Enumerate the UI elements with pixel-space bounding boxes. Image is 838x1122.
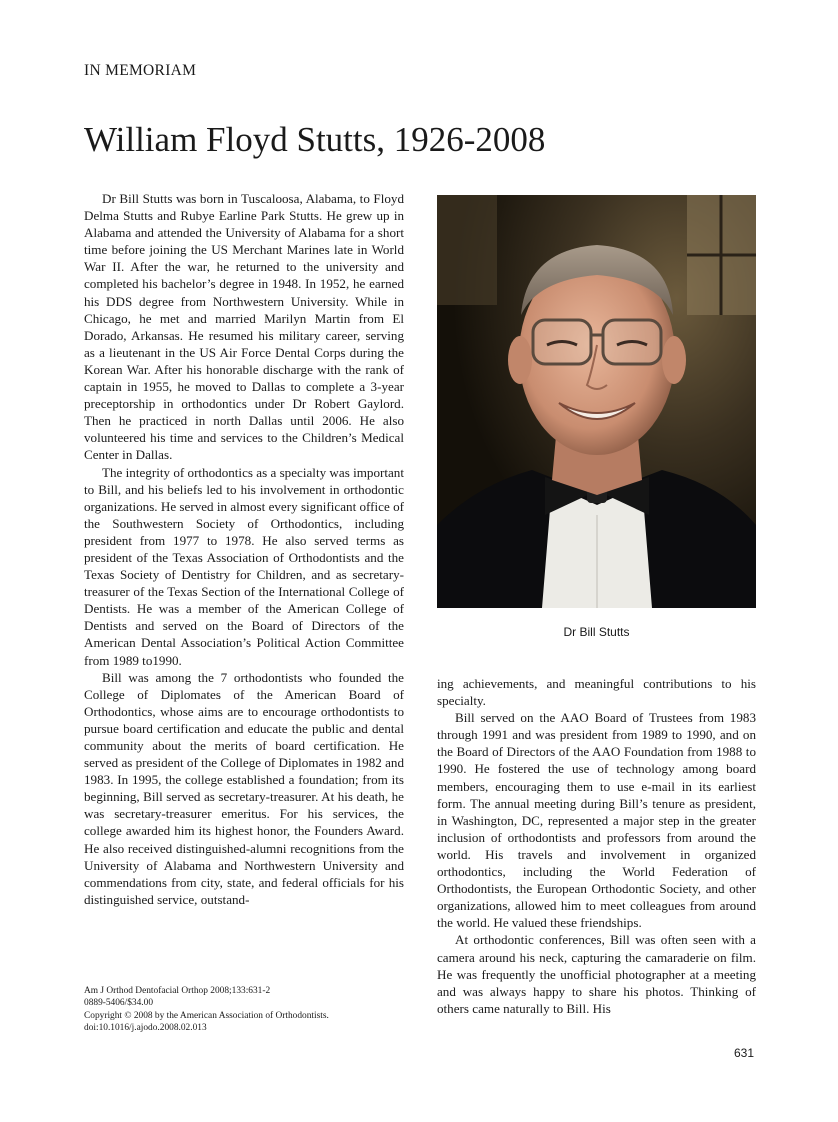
paragraph-aao-service: Bill served on the AAO Board of Trustees from 1983 through 1991 and was president from 1989 to 1990, and on the Board of Directors of the AAO Foundation from 1988 to 1990. He fostered the use of technology among board members, encouraging them to use e-mail in its earliest form. The annual meeting during Bill’s tenure as president, in Washington, DC, represented a major step in the greater inclusion of orthodontists and professors from around the world. His travels and involvement in organized orthodontics, including the World Federation of Orthodontists, the European Orthodontic Society, and other organizations, allowed him to meet colleagues from around the world. He valued these friendships.: [437, 710, 756, 931]
copyright-notice: Copyright © 2008 by the American Association of Orthodontists.: [84, 1010, 329, 1021]
publication-footer: [84, 985, 404, 1034]
right-column: [437, 675, 756, 1017]
page-number: 631: [733, 1046, 754, 1060]
paragraph-biography: Dr Bill Stutts was born in Tuscaloosa, Alabama, to Floyd Delma Stutts and Rubye Earline Park Stutts. He grew up in Alabama and attended the University of Alabama for a short time before joining the US Merchant Marines late in World War II. After the war, he returned to the university and completed his bachelor’s degree in 1948. In 1952, he earned his DDS degree from Northwestern University. While in Chicago, he met and married Marilyn Martin from El Dorado, Arkansas. He resumed his military career, serving as a lieutenant in the US Air Force Dental Corps during the Korean War. After his honorable discharge with the rank of captain in 1955, he moved to Dallas to complete a 3-year preceptorship in orthodontics under Dr Robert Gaylord. Then he practiced in north Dallas until 2006. He also volunteered his time and services to the Children’s Medical Center in Dallas.: [84, 191, 404, 463]
issn-price: 0889-5406/$34.00: [84, 998, 154, 1009]
doi-link[interactable]: doi:10.1016/j.ajodo.2008.02.013: [84, 1022, 207, 1033]
photo-caption: Dr Bill Stutts: [563, 625, 630, 639]
article-title: William Floyd Stutts, 1926-2008: [84, 120, 546, 159]
portrait-photo: [437, 195, 756, 608]
paragraph-photography: At orthodontic conferences, Bill was often seen with a camera around his neck, capturing the camaraderie on film. He was frequently the unofficial photographer at a meeting and was always happy to share his photos. Thinking of others came naturally to Bill. His: [437, 932, 756, 1016]
left-column: [84, 190, 404, 908]
journal-citation: Am J Orthod Dentofacial Orthop 2008;133:631-2: [84, 986, 271, 996]
paragraph-continuation: ing achievements, and meaningful contributions to his specialty.: [437, 676, 756, 709]
paragraph-organizations: The integrity of orthodontics as a specialty was important to Bill, and his beliefs led to his involvement in orthodontic organizations. He served in almost every significant office of the Southwestern Society of Orthodontics, including president from 1977 to 1978. He also served terms as president of the Texas Association of Orthodontists and the Texas Society of Dentistry for Children, and as secretary-treasurer of the Texas Section of the International College of Dentists. He was a member of the American College of Dentists and served on the Board of Directors of the American Dental Association’s Political Action Committee from 1989 to1990.: [84, 464, 404, 668]
section-label: IN MEMORIAM: [84, 62, 197, 79]
paragraph-college-of-diplomates: Bill was among the 7 orthodontists who founded the College of Diplomates of the American Board of Orthodontics, whose aims are to encourage orthodontists to pursue board certification and educate the public and dental community about the merits of board certification. He served as president of the College of Diplomates in 1982 and 1983. In 1995, the college established a foundation; from its beginning, Bill served as secretary-treasurer. At his death, he was secretary-treasurer emeritus. For his services, the college awarded him its highest honor, the Founders Award. He also received distinguished-alumni recognitions from the University of Alabama and Northwestern University and commendations from city, state, and federal officials for his distinguished service, outstand-: [84, 669, 404, 907]
